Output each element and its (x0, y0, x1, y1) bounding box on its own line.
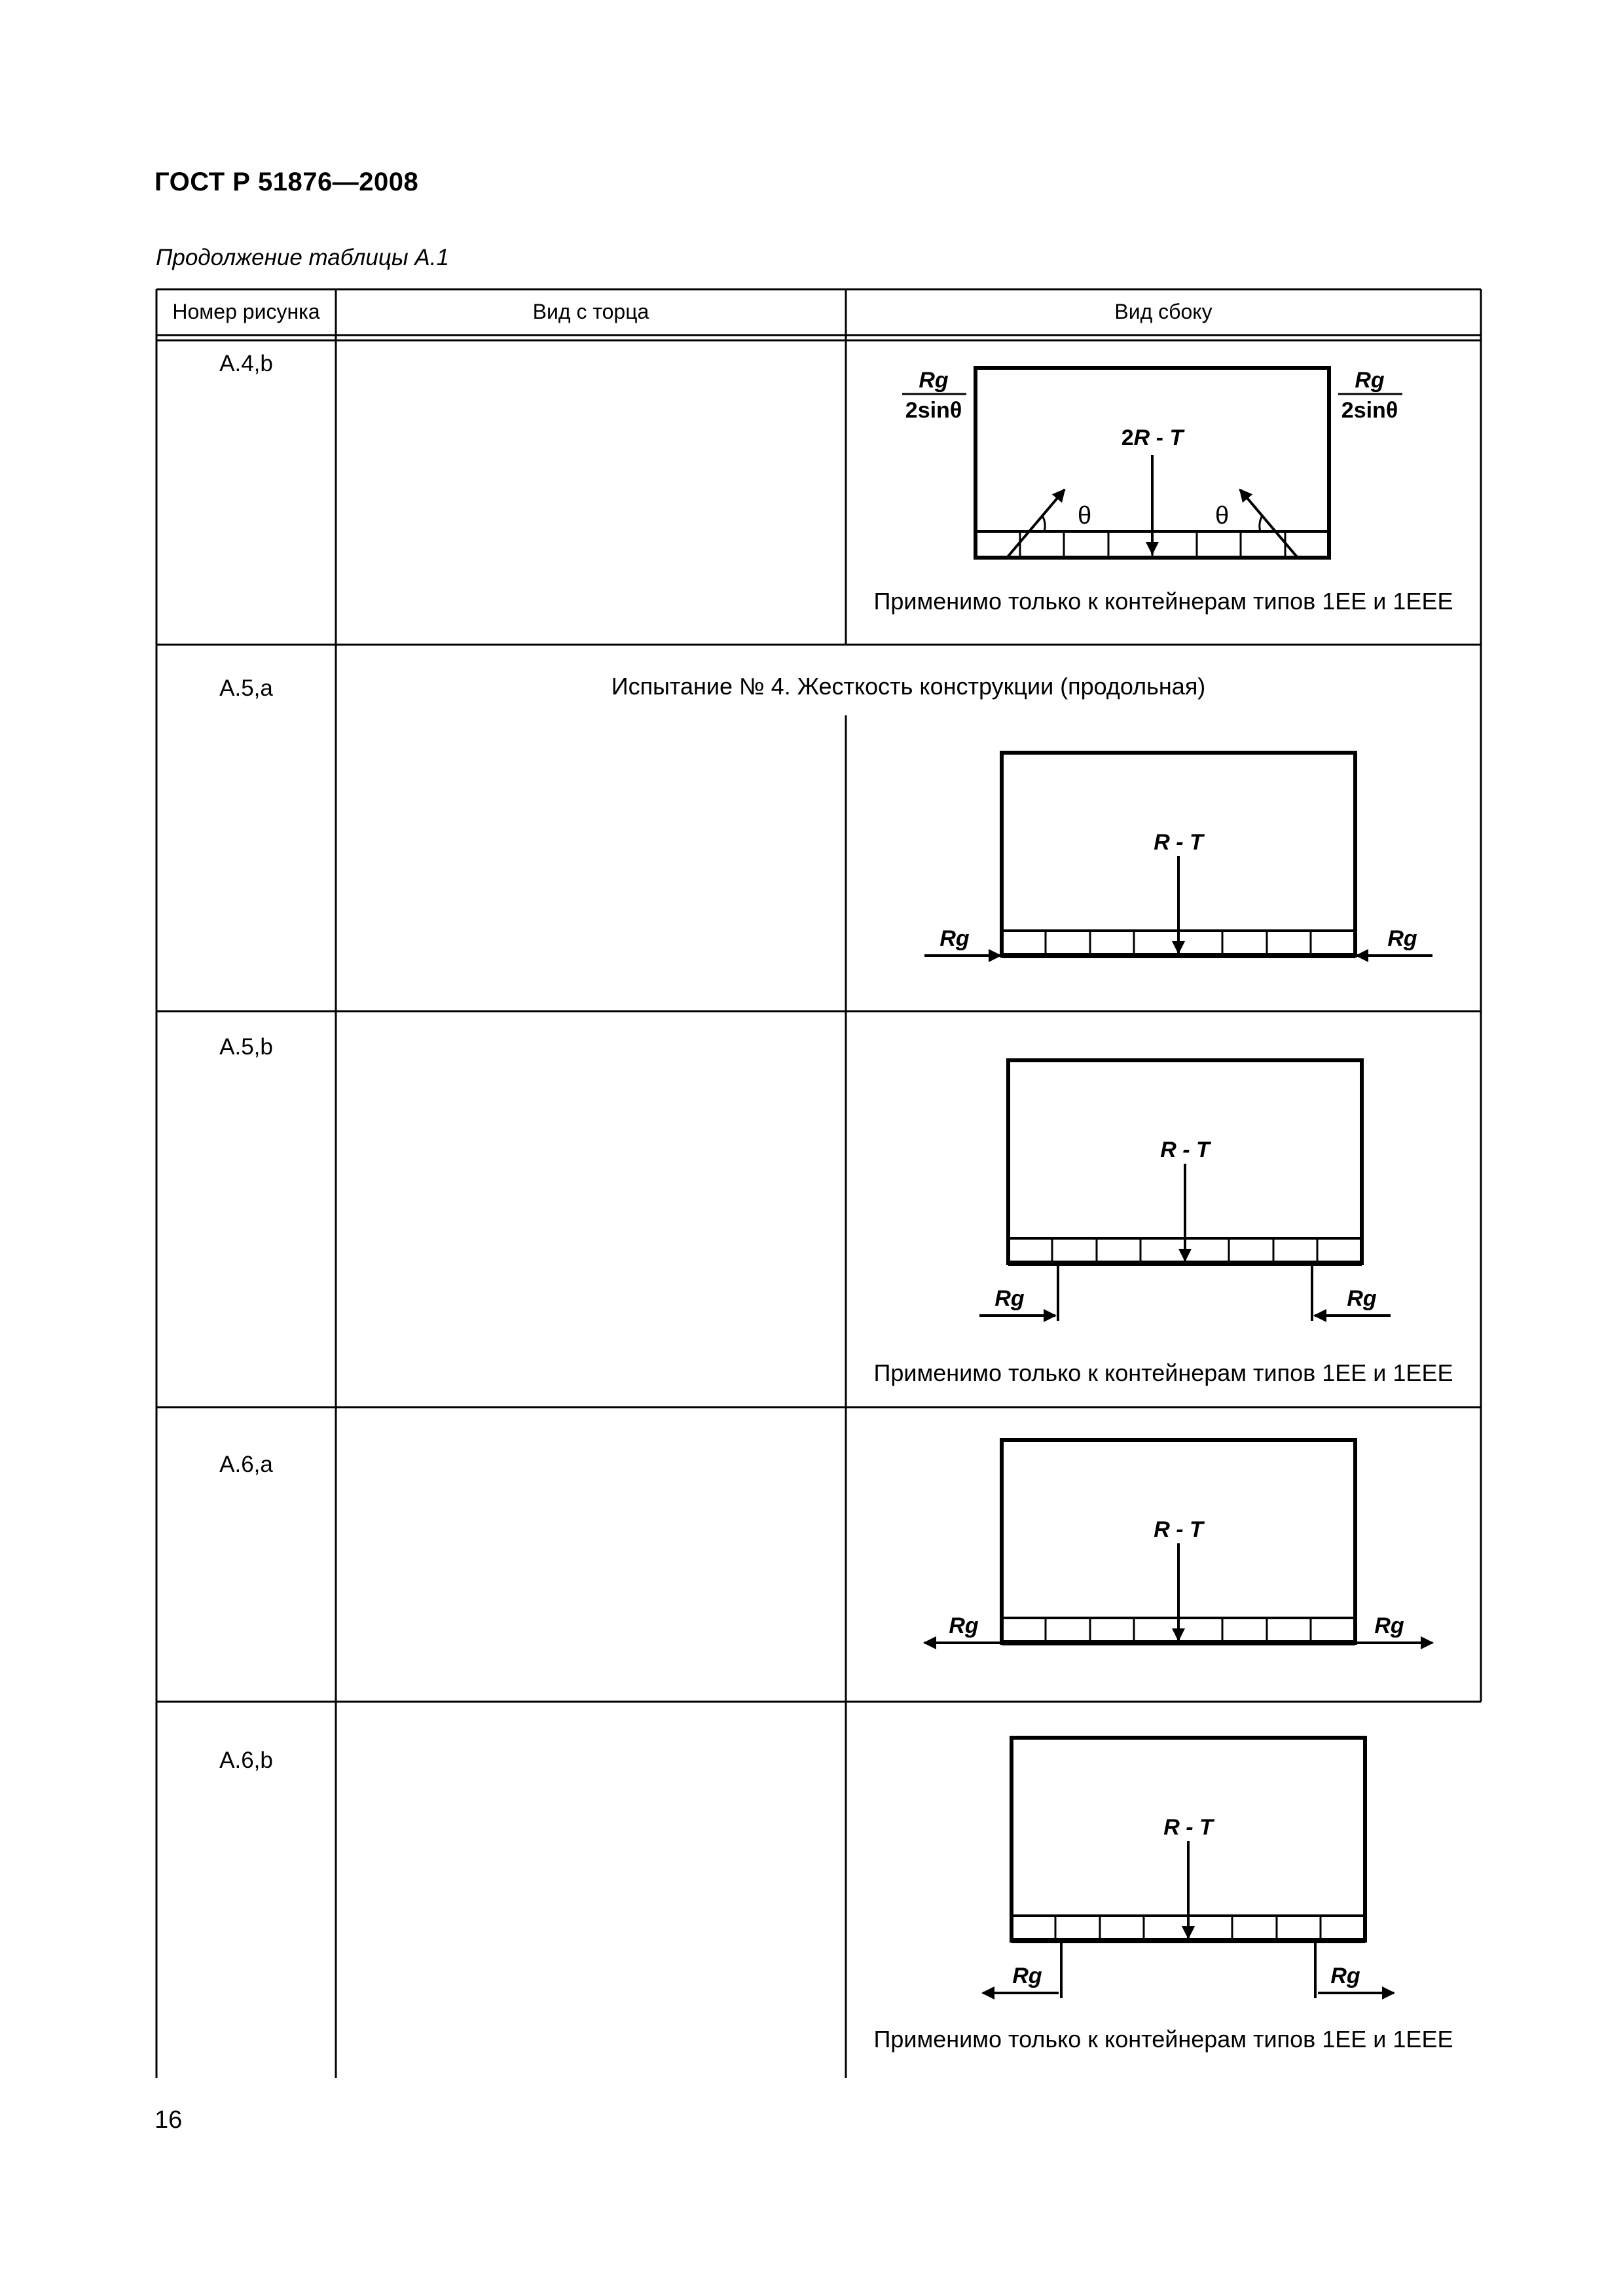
figure-number-a6a: А.6,а (219, 1452, 273, 1477)
center-label: R - T (1154, 1517, 1203, 1542)
right-fraction-numerator: Rg (1355, 368, 1385, 393)
right-fraction-denominator: 2sinθ (1341, 398, 1398, 423)
right-force-label: Rg (1387, 926, 1417, 951)
left-force-label: Rg (994, 1286, 1025, 1311)
diagram-a5a (917, 740, 1440, 969)
note-a5b: Применимо только к контейнерам типов 1ЕЕ и 1ЕЕЕ (873, 1359, 1453, 1386)
header-side-view: Вид сбоку (1114, 300, 1213, 323)
figure-number-a5a: А.5,а (219, 675, 273, 701)
standard-designation: ГОСТ Р 51876—2008 (155, 168, 419, 196)
figure-number-a4b: А.4,b (219, 351, 273, 376)
diagram-a6a (917, 1427, 1440, 1656)
left-fraction-numerator: Rg (919, 368, 949, 393)
center-label: R - T (1160, 1138, 1210, 1162)
test-title: Испытание № 4. Жесткость конструкции (продольная) (611, 673, 1206, 700)
left-force-label: Rg (1012, 1964, 1042, 1988)
note-a4b: Применимо только к контейнерам типов 1ЕЕ и 1ЕЕЕ (873, 588, 1453, 615)
right-force-label: Rg (1330, 1964, 1360, 1988)
figure-number-a6b: А.6,b (219, 1748, 273, 1773)
page-number: 16 (155, 2106, 183, 2134)
diagram-a5b (923, 1047, 1434, 1322)
table-continuation-caption: Продолжение таблицы А.1 (156, 245, 449, 270)
right-inclined-arrow (1240, 490, 1298, 558)
header-figure-number: Номер рисунка (172, 300, 320, 323)
left-force-label: Rg (949, 1613, 979, 1638)
diagram-a4b (897, 353, 1408, 569)
left-fraction-denominator: 2sinθ (905, 398, 962, 423)
diagram-a6b (926, 1725, 1437, 2000)
angle-label-left: θ (1078, 502, 1092, 529)
note-a6b: Применимо только к контейнерам типов 1ЕЕ и 1ЕЕЕ (873, 2026, 1453, 2053)
center-label: R - T (1154, 830, 1203, 855)
center-label: 2R - T (1121, 425, 1184, 450)
header-end-view: Вид с торца (532, 300, 649, 323)
center-label: R - T (1163, 1815, 1213, 1840)
figure-number-a5b: А.5,b (219, 1034, 273, 1060)
right-force-label: Rg (1347, 1286, 1377, 1311)
right-force-label: Rg (1374, 1613, 1404, 1638)
left-force-label: Rg (939, 926, 970, 951)
left-inclined-arrow (1007, 490, 1065, 558)
angle-label-right: θ (1215, 502, 1230, 529)
